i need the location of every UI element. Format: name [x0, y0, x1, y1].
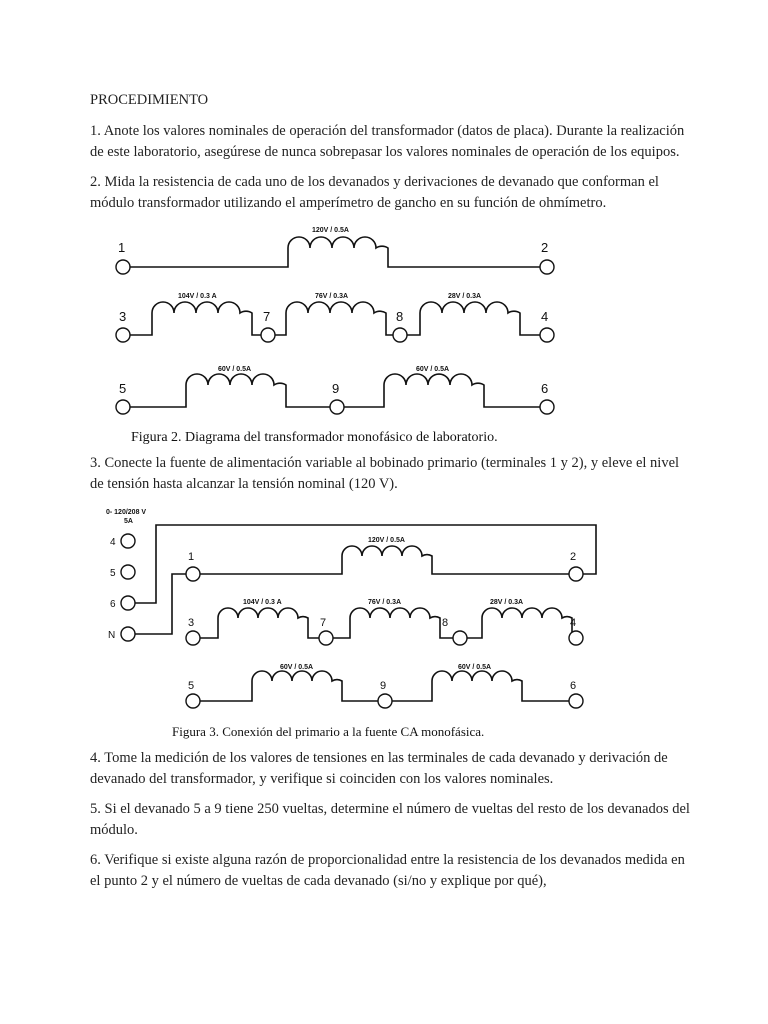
source-terminal-4: [121, 534, 135, 548]
terminal-1: [116, 260, 130, 274]
terminal-7-label: 7: [263, 309, 271, 324]
terminal-8: [453, 631, 467, 645]
terminal-8-label: 8: [396, 309, 404, 324]
terminal-4-label: 4: [541, 309, 549, 324]
terminal-2-label: 2: [570, 551, 577, 563]
figure-2-caption: Figura 2. Diagrama del transformador monofásico de laboratorio.: [131, 430, 498, 445]
source-terminal-4-label: 4: [110, 537, 116, 548]
terminal-9-label: 9: [332, 381, 340, 396]
source-terminal-5-label: 5: [110, 568, 116, 579]
terminal-1-label: 1: [118, 240, 126, 255]
winding-3-7-8-4: [130, 302, 540, 335]
terminal-5-label: 5: [188, 680, 195, 692]
winding-primary-1-2: [130, 237, 540, 267]
terminal-5-label: 5: [119, 381, 127, 396]
terminal-8: [393, 328, 407, 342]
source-wire-n-to-1: [135, 574, 187, 634]
terminal-4-label: 4: [570, 617, 577, 629]
terminal-2-label: 2: [541, 240, 549, 255]
terminal-4: [540, 328, 554, 342]
terminal-6: [540, 400, 554, 414]
terminal-4: [569, 631, 583, 645]
rating-60v-left: 60V / 0.5A: [280, 664, 314, 671]
terminal-7-label: 7: [320, 617, 327, 629]
figure-3-primary-connection-diagram: [90, 504, 690, 748]
terminal-2: [540, 260, 554, 274]
section-heading: PROCEDIMIENTO: [90, 92, 209, 108]
terminal-3: [116, 328, 130, 342]
rating-60v-right: 60V / 0.5A: [416, 366, 450, 373]
terminal-5: [186, 694, 200, 708]
source-terminal-6-label: 6: [110, 599, 116, 610]
step-1: 1. Anote los valores nominales de operación del transformador (datos de placa). Durante la realización de este laboratorio, asegúrese de nunca sobrepasar los valores nominales de operación de los equipos.: [90, 123, 685, 160]
rating-60v-right: 60V / 0.5A: [458, 664, 492, 671]
rating-76v: 76V / 0.3A: [315, 293, 349, 300]
terminal-7: [319, 631, 333, 645]
figure-2-transformer-diagram: [90, 223, 690, 453]
terminal-1-label: 1: [188, 551, 195, 563]
terminal-3-label: 3: [119, 309, 127, 324]
rating-28v: 28V / 0.3A: [448, 293, 482, 300]
terminal-9-label: 9: [380, 680, 387, 692]
source-current-label: 5A: [124, 518, 133, 525]
source-terminal-n: [121, 627, 135, 641]
step-6: 6. Verifique si existe alguna razón de proporcionalidad entre la resistencia de los devanados medida en el punto 2 y el número de vueltas de cada devanado (si/no y explique por qué),: [90, 852, 685, 889]
step-4: 4. Tome la medición de los valores de tensiones en las terminales de cada devanado y derivación de devanado del transformador, y verifique si coinciden con los valores nominales.: [90, 750, 668, 787]
terminal-2: [569, 567, 583, 581]
winding-primary-1-2: [200, 546, 569, 574]
source-terminal-5: [121, 565, 135, 579]
terminal-3: [186, 631, 200, 645]
terminal-6-label: 6: [541, 381, 549, 396]
rating-120v: 120V / 0.5A: [368, 537, 405, 544]
rating-76v: 76V / 0.3A: [368, 599, 402, 606]
terminal-3-label: 3: [188, 617, 195, 629]
terminal-8-label: 8: [442, 617, 449, 629]
step-5: 5. Si el devanado 5 a 9 tiene 250 vueltas, determine el número de vueltas del resto de los devanados del módulo.: [90, 801, 690, 838]
terminal-5: [116, 400, 130, 414]
source-wire-6-to-2: [135, 525, 596, 603]
rating-60v-left: 60V / 0.5A: [218, 366, 252, 373]
terminal-6: [569, 694, 583, 708]
document-page: [90, 92, 690, 901]
terminal-1: [186, 567, 200, 581]
terminal-9: [330, 400, 344, 414]
step-3: 3. Conecte la fuente de alimentación variable al bobinado primario (terminales 1 y 2), y eleve el nivel de tensión hasta alcanzar la tensión nominal (120 V).: [90, 455, 680, 492]
rating-120v: 120V / 0.5A: [312, 227, 349, 234]
source-terminal-n-label: N: [108, 630, 116, 641]
rating-28v: 28V / 0.3A: [490, 599, 524, 606]
source-terminal-6: [121, 596, 135, 610]
terminal-6-label: 6: [570, 680, 577, 692]
terminal-7: [261, 328, 275, 342]
source-voltage-label: 0- 120/208 V: [106, 509, 147, 516]
winding-3-7-8-4: [200, 608, 572, 638]
rating-104v: 104V / 0.3 A: [243, 599, 282, 606]
step-2: 2. Mida la resistencia de cada uno de los devanados y derivaciones de devanado que conforman el módulo transformador utilizando el amperímetro de gancho en su función de ohmímetro.: [90, 174, 659, 211]
terminal-9: [378, 694, 392, 708]
figure-3-caption: Figura 3. Conexión del primario a la fuente CA monofásica.: [172, 724, 485, 739]
rating-104v: 104V / 0.3 A: [178, 293, 217, 300]
